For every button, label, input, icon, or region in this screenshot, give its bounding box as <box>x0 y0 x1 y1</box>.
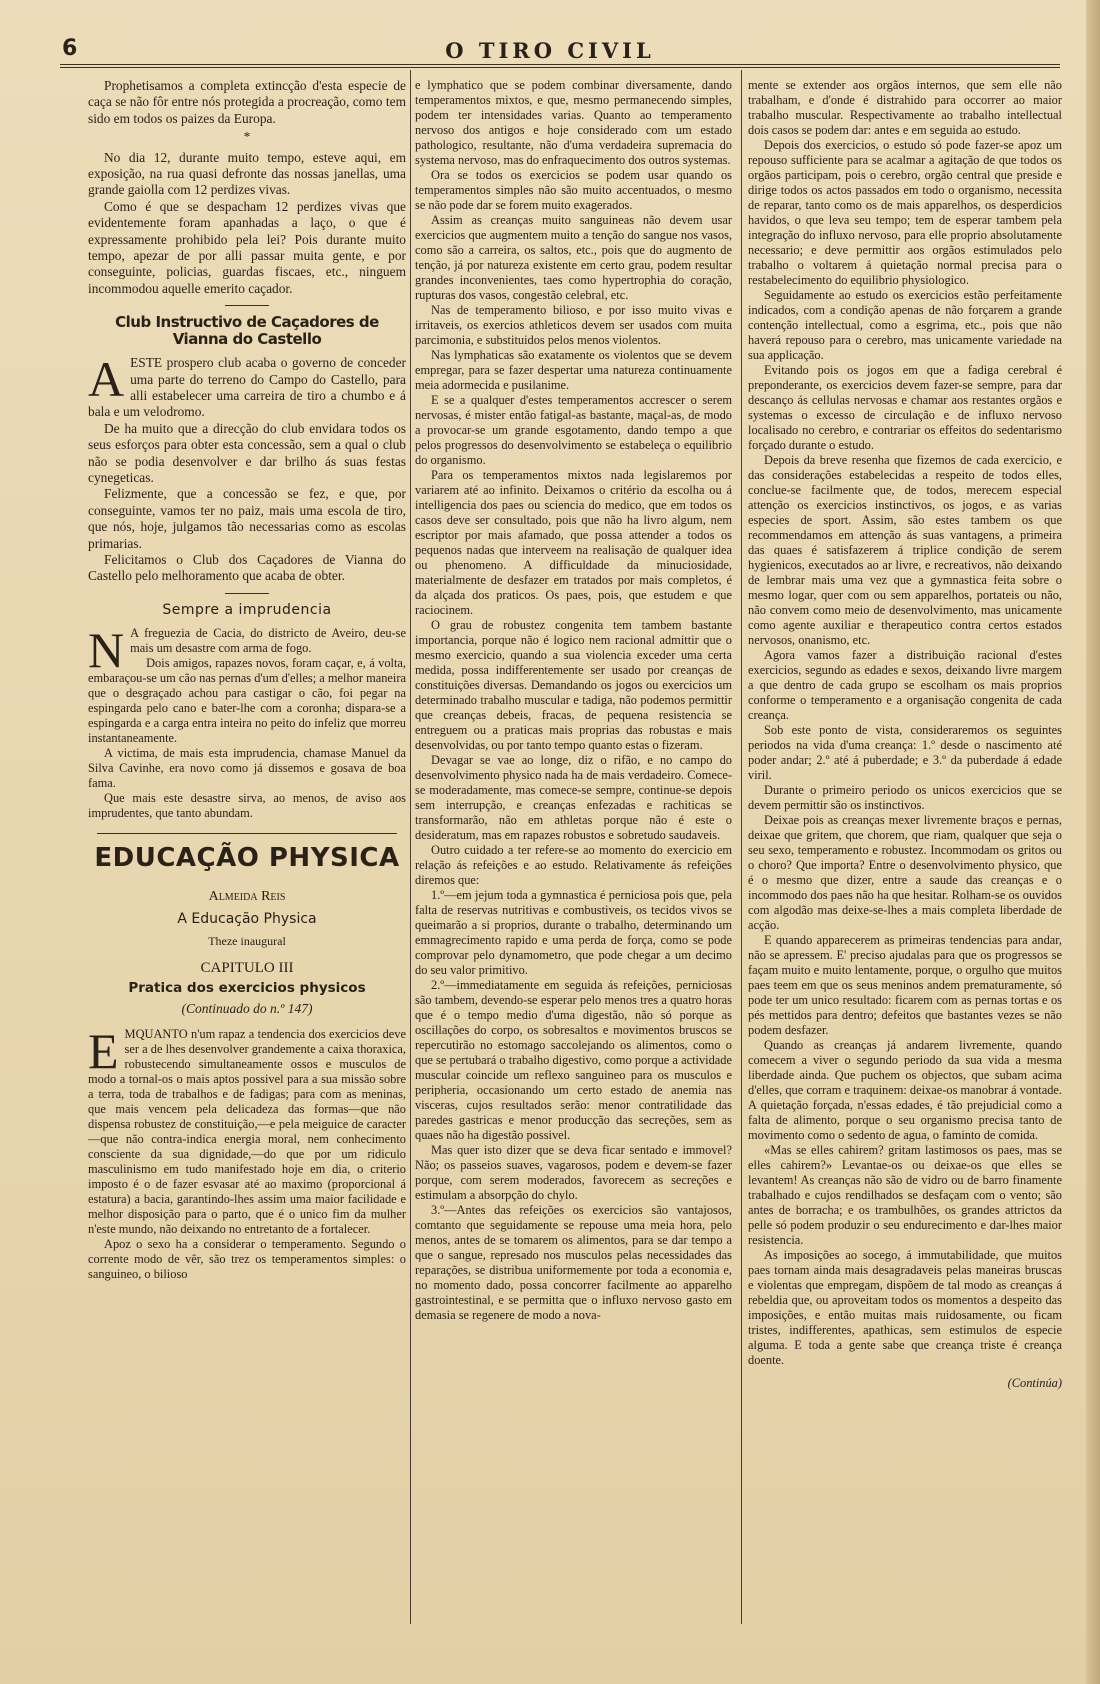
column-divider-1 <box>410 70 411 1624</box>
col3-paragraph: As imposições ao socego, á immutabilidade, que muitos paes tornam ainda mais desagradaveis pelas maneiras bruscas e violentas que empregam, dispõem de tal modo as creanças á rebeldia que, ou aproveitam todos os momentos a despeito das imposições, e então muitas mais ruidosamente, ou ficam tristes, indifferentes, apathicas, sem estimulos de especie alguma. E toda a gente sabe que creança triste é creança doente. <box>748 1248 1062 1367</box>
club-paragraph-3: Felizmente, que a concessão se fez, e que, por conseguinte, vamos ter no paiz, mais uma escola de tiro, que nós, hoje, julgamos tão necessarias como as escolas primarias. <box>88 486 406 551</box>
col3-paragraph: Agora vamos fazer a distribuição racional d'estes exercicios, segundo as edades e sexos, deixando livre margem a que dentro de cada grupo se escolham os mais proprios conforme o temperamento e a organisação congenita de cada creança. <box>748 648 1062 722</box>
col2-paragraph: 3.º—Antes das refeições os exercicios são vantajosos, comtanto que seguidamente se repouse uma meia hora, pelo menos, antes de se tomarem os alimentos, para se dar tempo a que o sangue, represado nos musculos pelas necessidades das reparações, se distribua uniformemente por toda a economia e, no momento dado, possa concorrer facilmente ao apparelho gastrointestinal, e se permitta que o influxo nervoso gasto em demasia se regenere de modo a nova- <box>415 1203 732 1322</box>
page-number: 6 <box>62 36 78 61</box>
col2-paragraph: Nas de temperamento bilioso, e por isso muito vivas e irritaveis, os exercios athleticos devem ser usados com muita parcimonia, e substituidos pelos menos violentos. <box>415 303 732 347</box>
col2-paragraph: Nas lymphaticas são exatamente os violentos que se devem empregar, para se fazer despertar uma natureza continuamente meia adormecida e pusilanime. <box>415 348 732 392</box>
col3-paragraph: mente se extender aos orgãos internos, que sem elle não trabalham, e d'onde é distrahido para occorrer ao maior trabalho muscular. Respectivamente ao trabalho intellectual dois casos se podem dar: antes e em seguida ao estudo. <box>748 78 1062 137</box>
column-2 <box>415 78 732 1323</box>
col3-paragraph: Depois da breve resenha que fizemos de cada exercicio, e das considerações estabelecidas a respeito de todos elles, conclue-se facilmente que, de todos, merecem especial attenção os exercicios instinctivos, os jogos, e as varias especies de sport. Assim, são estes tambem os que recommendamos em attenção ás suas vantagens, a primeira das quaes é satisfazerem á triplice condição de serem hygienicos, executados ao ar livre, e recreativos, não deixando de lembrar mais uma vez que a gymnastica feita sobre o mesmo logar, quer com ou sem apparelhos, portateis ou não, não convem como meio de desenvolvimento, mas unicamente como agente auxiliar e therapeutico contra certos estados nervosos, onanismo, etc. <box>748 453 1062 647</box>
imprudencia-paragraph-2: Dois amigos, rapazes novos, foram caçar, e, á volta, embaraçou-se um cão nas pernas d'um d'elles; a melhor maneira que o desgraçado achou para castigar o cão, foi pegar na espingarda pelo cano e bater-lhe com a coronha; dispara-se a espingarda e a carga entra inteira no peito do infeliz que morreu instantaneamente. <box>88 656 406 746</box>
col3-paragraph: Durante o primeiro periodo os unicos exercicios que se devem permittir são os instinctivos. <box>748 783 1062 812</box>
col2-paragraph: Assim as creanças muito sanguineas não devem usar exercicios que augmentem muito a tenção do sangue nos vasos, como são a carreira, os saltos, etc., pois que do augmento de tenção, já por natureza existente em certo grau, podem resultar grandes inconvenientes, taes como hypertrophia do coração, rupturas dos vasos, congestão celebral, etc. <box>415 213 732 302</box>
col3-paragraph: Seguidamente ao estudo os exercicios estão perfeitamente indicados, com a condição apenas de não forçarem a grande contenção intellectual, como a esgrima, etc., pois que não haverá repouso para o cerebro, mas unicamente variedade na sua applicação. <box>748 288 1062 362</box>
intro-paragraph: Prophetisamos a completa extincção d'esta especie de caça se não fôr entre nós protegida a procreação, como tem sido em todos os paizes da Europa. <box>88 78 406 126</box>
col2-paragraph: Outro cuidado a ter refere-se ao momento do exercicio em relação ás refeições e ao estudo. Relativamente ás refeições diremos que: <box>415 843 732 887</box>
club-dropcap: A <box>88 351 125 408</box>
these-label: Theze inaugural <box>208 934 286 949</box>
section-divider <box>225 305 269 306</box>
header-rule-top <box>60 64 1060 65</box>
educacao-paragraph-2: Apoz o sexo ha a considerar o temperamento. Segundo o corrente modo de vêr, são trez os temperamentos simples: o sanguineo, o bilioso <box>88 1237 406 1282</box>
header-rule-bottom <box>60 67 1060 68</box>
section-divider-long <box>97 833 397 834</box>
col2-paragraph: Ora se todos os exercicios se podem usar quando os temperamentos simples não são muito accentuados, o mesmo se não pode dar se forem muito exagerados. <box>415 168 732 212</box>
chapter-heading: CAPITULO III <box>200 959 294 976</box>
col3-paragraph: Depois dos exercicios, o estudo só pode fazer-se apoz um repouso sufficiente para se acalmar a agitação de que todos os orgãos participam, pois o cerebro, orgão central que preside e dirige todos os actos passados em todo o organismo, necessita de reparar, tanto como os de mais apparelhos, os desperdicios havidos, o que leva seu tempo; tem de esperar tambem pela integração do influxo nervoso, para elle proprio absolutamente necessario; e deve permittir aos orgãos estimulados pelo trabalho o voltarem á quietação normal precisa para o restabelecimento do equilibrio physiologico. <box>748 138 1062 287</box>
masthead-title: O TIRO CIVIL <box>445 38 655 63</box>
column-divider-2 <box>741 70 742 1624</box>
continua-note: (Continúa) <box>1007 1376 1062 1390</box>
club-paragraph-2: De ha muito que a direcção do club envidara todos os seus esforços para obter esta concessão, sem a qual o club não se podia desenvolver e dar brilho ás suas festas cynegeticas. <box>88 420 406 485</box>
col2-paragraph: Para os temperamentos mixtos nada legislaremos por variarem até ao infinito. Deixamos o critério da escolha ou á intelligencia dos paes ou sciencia do medico, que em todos os casos deve ser consultado, pois que não ha livro algum, nem escriptor por mais afamado, que possa attender a todos os pequenos nadas que interveem na realisação de qualquer idea ou phenomeno. A difficuldade da minuciosidade, materialmente de desfazer em tratados por mais completos, é da alçada dos praticos. Os paes, pois, que estudem e que raciocinem. <box>415 468 732 617</box>
continued-note: (Continuado do n.º 147) <box>181 1000 313 1016</box>
col3-paragraph: Evitando pois os jogos em que a fadiga cerebral é preponderante, os exercicios devem fazer-se sempre, para dar descanço ás cellulas nervosas e chamar aos restantes orgãos e systemas o excesso de circulação e de influxo nervoso localisado no cerebro, e contrariar os effeitos do sedentarismo forçado durante o estudo. <box>748 363 1062 452</box>
perdizes-paragraph-1: No dia 12, durante muito tempo, esteve aqui, em exposição, na rua quasi defronte das nossas janellas, uma grande gaiolla com 12 perdizes vivas. <box>88 149 406 198</box>
educacao-dropcap: E <box>88 1023 119 1080</box>
section-divider <box>225 593 269 594</box>
col3-paragraph: Sob este ponto de vista, consideraremos os seguintes periodos na vida d'uma creança: 1.º desde o nascimento até poder andar; 2.º até á puberdade; e 3.º da puberdade á edade viril. <box>748 723 1062 782</box>
article-subtitle: A Educação Physica <box>177 911 317 927</box>
col2-paragraph: 2.º—immediatamente em seguida ás refeições, perniciosas são tambem, devendo-se esperar pelo menos tres a quatro horas que é o tempo medio d'uma digestão, não só porque as oscillações do corpo, os sobresaltos e movimentos bruscos se repercutirão no estomago saccolejando os alimentos, como o que se pertubará o trabalho digestivo, como porque a actividade muscular coincide um reflexo sanguineo para os musculos e peripheria, occasionando um certo estado de anemia nas visceras, cujos resultados serão: menor contratilidade das paredes gastricas e menor producção das secreções, sem as quaes não ha digestão possivel. <box>415 978 732 1142</box>
col2-paragraph: 1.º—em jejum toda a gymnastica é perniciosa pois que, pela falta de reservas nutritivas e combustiveis, os tecidos vivos se queimarão a si proprios, durante o trabalho, determinando um emmagrecimento rapido e uma perda de força, como se pode comprovar pelo dynamometro, que pode chegar a um decimo do seu valor primitivo. <box>415 888 732 977</box>
col2-paragraph: e lymphatico que se podem combinar diversamente, dando temperamentos mixtos, e que, mesmo permanecendo simples, podem ter intensidades varias. Quanto ao temperamento nervoso dos antigos e hoje considerado com um estado pathologico, resultante, não d'uma verdadeira supremacia do systema nervoso, mas do enfraquecimento dos outros systemas. <box>415 78 732 167</box>
section-star: * <box>243 129 251 145</box>
page-edge-shadow <box>1086 0 1100 1684</box>
chapter-subheading: Pratica dos exercicios physicos <box>128 980 366 997</box>
col2-paragraph: Devagar se vae ao longe, diz o rifão, e no campo do desenvolvimento physico nada ha de mais verdadeiro. Comece-se moderadamente, mas comece-se sempre, continue-se depois sem interrupção, e creanças enfezadas e rachiticas se transformarão, não em athletas porque não é este o desideratum, mas em rapazes robustos e sobretudo saudaveis. <box>415 753 732 842</box>
col3-paragraph: «Mas se elles cahirem? gritam lastimosos os paes, mas se elles cahirem?» Levantae-os ou deixae-os que elles se levantem! As creanças não são de vidro ou de barro finamente trabalhado e cujos rendilhados se desfaçam com o vento; são antes de borracha; e os trambulhões, os grandes attrictos da pelle só podem produzir o seu endurecimento e dar-lhes maior resistencia. <box>748 1143 1062 1247</box>
column-3 <box>748 78 1062 1391</box>
col3-paragraph: E quando apparecerem as primeiras tendencias para andar, não se apressem. E' preciso ajudalas para que os progressos se façam muito e muito lentamente, porque, o orgulho que muitos paes teem em que os seus meninos andem prematuramente, só pode ter um unico resultado: ficarem com as pernas tortas e os pés mettidos para dentro; defeitos que bastantes vezes se não podem desfazer. <box>748 933 1062 1037</box>
club-article-title: Club Instructivo de Caçadores de Vianna do Castello <box>115 313 379 348</box>
club-paragraph-4: Felicitamos o Club dos Caçadores de Vianna do Castello pelo melhoramento que acaba de obter. <box>88 551 406 584</box>
educacao-paragraph-1: EMQUANTO n'um rapaz a tendencia dos exercicios deve ser a de lhes desenvolver grandemente a caixa thoraxica, robustecendo simultaneamente ossos e musculos de modo a tornal-os o mais aptos possivel para a sua missão sobre a terra, toda de trabalhos e de fadigas; para com as meninas, que mais vencem pela delicadeza das formas—que não dispensa robustez de constituição,—e pela meiguice de caracter—que não contra-indica energia moral, nem conhecimento consciente da sua dignidade,—do que por um ridiculo masculinismo em tudo manifestado hoje em dia, o criterio imposto é o de fazer esvasar até ao maximo (proporcional á estatura) a bacia, garantindo-lhes assim uma maior facilidade e melhor disposição para o parto, que é o unico fim da mulher n'este mundo, não deixando no entretanto de a fortalecer. <box>88 1023 406 1237</box>
imprudencia-title: Sempre a imprudencia <box>162 601 332 618</box>
article-author: Almeida Reis <box>208 888 286 904</box>
perdizes-paragraph-2: Como é que se despacham 12 perdizes vivas que evidentemente foram apanhadas a laço, o que é expressamente prohibido pela lei? Pois durante muito tempo, apezar de por alli passar muita gente, e por conseguinte, policias, guardas fiscaes, etc., ninguem incommodou aquelle emerito caçador. <box>88 198 406 296</box>
imprudencia-paragraph-3: A victima, de mais esta imprudencia, chamase Manuel da Silva Cavinhe, era novo como já dissemos e gosava de boa fama. <box>88 746 406 791</box>
imprudencia-paragraph-4: Que mais este desastre sirva, ao menos, de aviso aos imprudentes, que tanto abundam. <box>88 791 406 821</box>
col2-paragraph: O grau de robustez congenita tem tambem bastante importancia, porque não é logico nem racional admittir que o mesmo exercicio, quando a sua violencia exceder uma certa medida, possa indifferentemente ser usado por creanças de constituições diversas. Demandando os jogos ou exercicios um determinado trabalho muscular e tadiga, não podemos permittir que creanças debeis, fracas, de pequena resistencia se entreguem ou a praticas mais proprias das robustas e mais desenvolvidas, ou por tanto tempo quanto estas o fizeram. <box>415 618 732 752</box>
educacao-physica-title: EDUCAÇÃO PHYSICA <box>94 843 400 874</box>
column-1 <box>88 78 406 1282</box>
imprudencia-dropcap: N <box>88 622 125 679</box>
col2-paragraph: Mas quer isto dizer que se deva ficar sentado e immovel? Não; os passeios suaves, vagarosos, podem e devem-se fazer porque, com serem moderados, favorecem as secreções e estimulam a absorpção do chylo. <box>415 1143 732 1202</box>
col3-paragraph: Deixae pois as creanças mexer livremente braços e pernas, deixae que gritem, que chorem, que riam, qualquer que seja o seu sexo, temperamento e robustez. Incommodam os gritos ou o choro? Que importa? Entre o desenvolvimento physico, que é o mesmo que dizer, entre a saude das creanças e o incommodo dos paes não ha que hesitar. Rolham-se os ouvidos com algodão mas deixe-se-lhes a mais completa liberdade de acção. <box>748 813 1062 932</box>
club-paragraph-1: AESTE prospero club acaba o governo de conceder uma parte do terreno do Campo do Castello, para alli estabelecer uma carreira de tiro a chumbo e á bala e um velodromo. <box>88 351 406 420</box>
col2-paragraph: E se a qualquer d'estes temperamentos accrescer o serem nervosas, é mister então fatigal-as bastante, maçal-as, de modo a provocar-se um grande esgotamento, dando tempo a que pelos progressos do desenvolvimento se estabeleça o equilibrio do organismo. <box>415 393 732 467</box>
col3-paragraph: Quando as creanças já andarem livremente, quando comecem a viver o segundo periodo da sua vida a mesma liberdade ainda. Que puchem os objectos, que subam acima d'elles, que corram e traquinem: deixae-os manobrar á vontade. A quietação forçada, n'essas edades, é tão prejudicial como a falta de alimento, porque o seu organismo precisa tanto de movimento como o sedento de agua, o faminto de comida. <box>748 1038 1062 1142</box>
imprudencia-paragraph-1: N A freguezia de Cacia, do districto de Aveiro, deu-se mais um desastre com arma de fogo. <box>88 622 406 679</box>
